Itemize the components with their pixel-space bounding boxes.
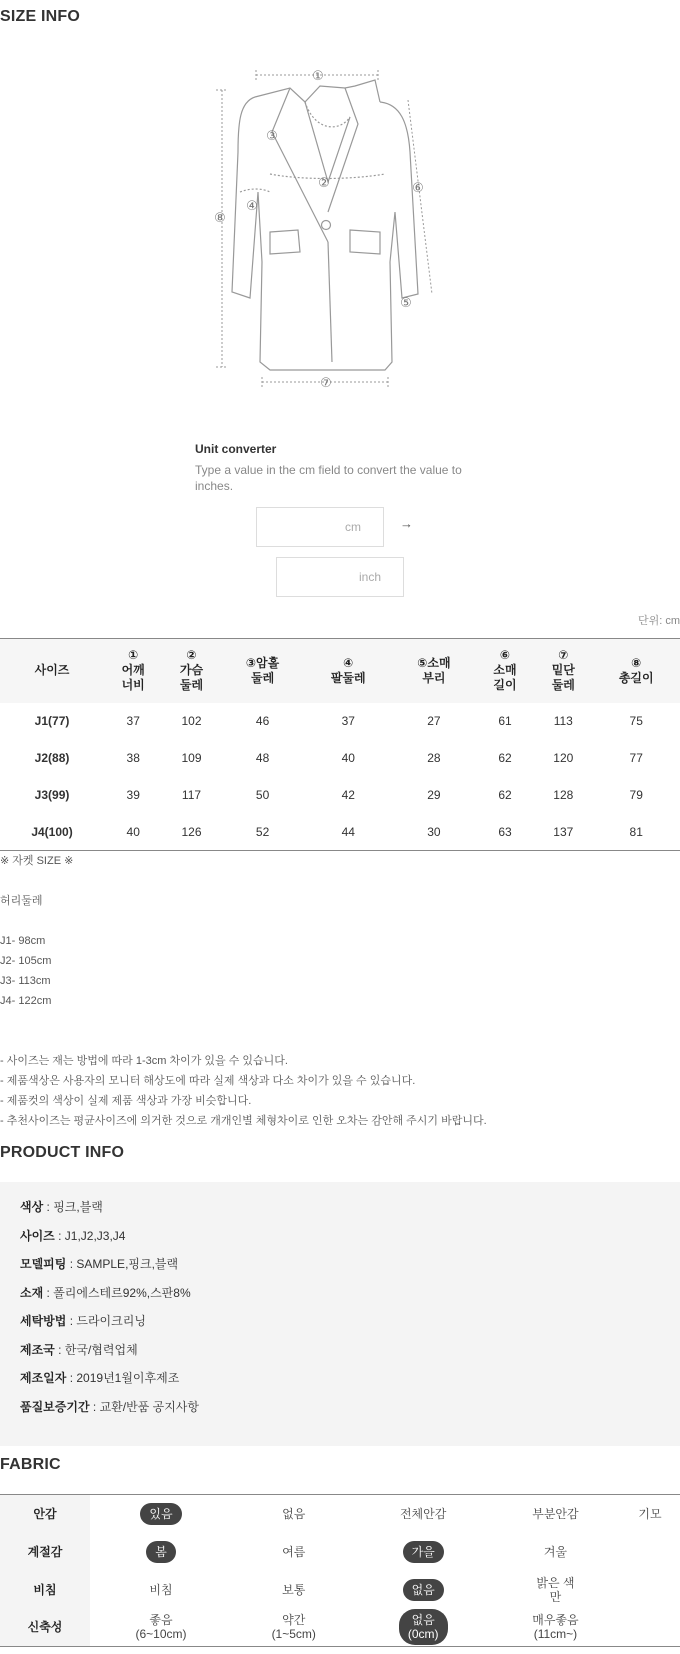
size-table-header-3	[221, 639, 305, 703]
fabric-option	[272, 1613, 316, 1641]
jacket-size-note: ※ 자켓 SIZE ※	[0, 855, 74, 867]
measurement-cell: 120	[553, 751, 574, 765]
product-info-row	[20, 1369, 179, 1386]
fabric-option	[536, 1576, 574, 1604]
product-info-row	[20, 1341, 138, 1358]
diagram-marker-3: ③	[266, 129, 278, 144]
header-text: ⑧	[631, 655, 642, 670]
fabric-option-selected	[399, 1609, 448, 1645]
fabric-row	[0, 1533, 680, 1571]
fabric-option-cell	[491, 1571, 620, 1609]
product-info-row	[20, 1312, 146, 1329]
unit-label: 단위: cm	[637, 615, 680, 627]
measurement-cell: 126	[181, 824, 202, 839]
inch-output[interactable]: inch	[276, 557, 404, 597]
cm-input[interactable]: cm	[256, 507, 384, 547]
fabric-option	[400, 1507, 446, 1521]
fabric-option-text: 여름	[282, 1544, 306, 1559]
fabric-option-cell	[232, 1533, 355, 1571]
fabric-option-cell	[232, 1495, 355, 1533]
product-info-value: : 핑크,블랙	[43, 1200, 103, 1214]
measurement-cell: 37	[341, 714, 355, 728]
measurement-cell: 39	[126, 788, 140, 802]
header-text: ③암홀	[245, 655, 280, 670]
measurement-cell: 27	[427, 714, 441, 728]
diagram-marker-8: ⑧	[214, 211, 226, 226]
fabric-option-text: 없음	[282, 1506, 306, 1521]
fabric-row-label: 비침	[0, 1571, 90, 1609]
fabric-row	[0, 1609, 680, 1647]
fabric-title: FABRIC	[0, 1456, 61, 1473]
measurement-cell: 42	[341, 788, 355, 802]
diagram-marker-5: ⑤	[400, 296, 412, 311]
size-table-header-6	[476, 639, 534, 703]
header-text: 너비	[121, 678, 145, 693]
diagram-marker-1: ①	[312, 69, 324, 84]
diagram-marker-2: ②	[318, 176, 330, 191]
diagram-marker-4: ④	[246, 199, 258, 214]
fabric-option-cell	[90, 1495, 232, 1533]
disclaimer-item: - 제품컷의 색상이 실제 제품 색상과 가장 비슷합니다.	[0, 1095, 252, 1107]
fabric-option-text: 봄	[155, 1544, 167, 1559]
product-info-title: PRODUCT INFO	[0, 1144, 125, 1161]
unit-converter-title: Unit converter	[195, 442, 277, 456]
product-info-panel	[0, 1182, 680, 1446]
fabric-option-selected	[140, 1503, 181, 1525]
fabric-option	[532, 1613, 578, 1641]
size-name-cell: J4(100)	[31, 824, 73, 839]
fabric-row-label: 안감	[0, 1495, 90, 1533]
size-name-cell: J3(99)	[34, 788, 70, 802]
fabric-row-label: 신축성	[0, 1609, 90, 1647]
measurement-cell: 79	[629, 788, 643, 802]
size-table-header-1	[104, 639, 162, 703]
waist-item: J4- 122cm	[0, 995, 52, 1007]
measurement-cell: 38	[126, 751, 140, 765]
fabric-option-selected	[146, 1541, 176, 1563]
header-text: 팔둘레	[330, 670, 366, 685]
fabric-option-text: (0cm)	[407, 1627, 439, 1642]
measurement-cell: 61	[498, 714, 512, 728]
fabric-option-cell	[232, 1609, 355, 1647]
fabric-option	[282, 1545, 305, 1559]
fabric-table	[0, 1494, 680, 1647]
size-name-cell: J1(77)	[34, 714, 70, 728]
unit-converter	[195, 442, 495, 494]
product-info-label: 색상	[20, 1200, 44, 1214]
waist-item: J2- 105cm	[0, 955, 52, 967]
measurement-cell: 137	[553, 824, 574, 839]
header-text: 소매	[493, 663, 517, 678]
measurement-cell: 30	[427, 824, 441, 839]
measurement-cell: 117	[181, 788, 202, 802]
fabric-option	[282, 1507, 305, 1521]
header-text: ⑥	[499, 648, 511, 663]
waist-title: 허리둘레	[0, 895, 43, 907]
fabric-option-text: 매우좋음	[532, 1613, 579, 1628]
fabric-option-text: 없음	[411, 1613, 435, 1628]
fabric-option-text: (1~5cm)	[271, 1627, 316, 1642]
disclaimer-item: - 추천사이즈는 평균사이즈에 의거한 것으로 개개인별 체형차이로 인한 오차는 감안해 주시기 바랍니다.	[0, 1115, 487, 1127]
disclaimer-item: - 사이즈는 재는 방법에 따라 1-3cm 차이가 있을 수 있습니다.	[0, 1055, 288, 1067]
size-name-cell: J2(88)	[34, 751, 70, 765]
header-text: 둘레	[179, 678, 204, 693]
measurement-cell: 46	[255, 714, 270, 728]
size-table-header-7	[534, 639, 592, 703]
fabric-option-cell	[620, 1609, 680, 1647]
waist-item: J3- 113cm	[0, 975, 51, 987]
product-info-row	[20, 1284, 191, 1301]
product-info-label: 소재	[20, 1285, 44, 1300]
disclaimer-item: - 제품색상은 사용자의 모니터 해상도에 따라 실제 색상과 다소 차이가 있을 수 있습니다.	[0, 1075, 416, 1087]
fabric-row	[0, 1571, 680, 1609]
fabric-row-label: 계절감	[0, 1533, 90, 1571]
product-info-value: : 교환/반품 공지사항	[89, 1399, 199, 1414]
measurement-cell: 40	[341, 751, 355, 765]
measurement-cell: 63	[498, 824, 512, 839]
fabric-option-text: 있음	[149, 1506, 173, 1521]
header-text: 사이즈	[34, 663, 70, 678]
arrow-right-icon: →	[400, 516, 413, 531]
fabric-option-cell	[355, 1609, 490, 1647]
product-info-label: 품질보증기간	[20, 1399, 90, 1414]
product-info-value: : 드라이크리닝	[66, 1314, 146, 1328]
diagram-marker-6: ⑥	[412, 181, 424, 196]
product-info-row	[20, 1227, 125, 1244]
fabric-option-cell	[491, 1609, 620, 1647]
header-text: 총길이	[618, 670, 654, 685]
product-info-label: 모델피팅	[20, 1257, 67, 1271]
fabric-option-cell	[232, 1571, 355, 1609]
measurement-cell: 113	[553, 714, 573, 728]
fabric-option-text: 없음	[411, 1582, 435, 1597]
measurement-cell: 109	[181, 751, 202, 765]
fabric-option-cell	[491, 1533, 620, 1571]
size-table-header-0	[0, 639, 104, 703]
fabric-option-text: 가을	[411, 1544, 435, 1559]
fabric-option-selected	[403, 1579, 444, 1601]
size-table-header-4	[305, 639, 392, 703]
product-info-value: : 2019년1월이후제조	[66, 1371, 180, 1385]
measurement-cell: 29	[427, 788, 441, 802]
fabric-option	[638, 1507, 661, 1521]
header-text: 어깨	[121, 663, 145, 678]
product-info-label: 제조일자	[20, 1371, 67, 1385]
fabric-option-selected	[403, 1541, 444, 1563]
measurement-cell: 52	[255, 824, 270, 839]
product-info-value: : 한국/협력업체	[54, 1342, 138, 1357]
fabric-option-cell	[90, 1571, 232, 1609]
fabric-option	[544, 1545, 567, 1559]
measurement-cell: 128	[553, 788, 574, 802]
measurement-cell: 62	[498, 751, 512, 765]
header-text: 부리	[422, 670, 446, 685]
product-info-value: : SAMPLE,핑크,블랙	[66, 1257, 179, 1271]
size-table-header-2	[162, 639, 220, 703]
fabric-option-cell	[355, 1495, 490, 1533]
measurement-cell: 102	[181, 714, 202, 728]
fabric-option-text: 보통	[282, 1582, 306, 1597]
header-text: 둘레	[250, 670, 275, 685]
waist-item: J1- 98cm	[0, 935, 46, 947]
header-text: ⑦	[558, 648, 569, 663]
table-row	[0, 740, 680, 777]
fabric-option-text: 전체안감	[399, 1506, 447, 1521]
fabric-option	[532, 1507, 578, 1521]
size-table	[0, 638, 680, 851]
waist-list	[0, 931, 51, 1011]
fabric-row	[0, 1495, 680, 1533]
header-text: ②	[186, 648, 197, 663]
header-text: 가슴	[179, 663, 204, 678]
fabric-option-cell	[90, 1609, 232, 1647]
fabric-option-cell	[620, 1495, 680, 1533]
fabric-option-text: 부분안감	[532, 1506, 579, 1521]
measurement-cell: 44	[341, 824, 355, 839]
product-info-value: : J1,J2,J3,J4	[54, 1228, 126, 1243]
fabric-option-text: 겨울	[543, 1544, 568, 1559]
size-table-header-8	[592, 639, 680, 703]
fabric-option-cell	[491, 1495, 620, 1533]
measurement-cell: 28	[427, 751, 441, 765]
table-row	[0, 777, 680, 814]
header-text: ⑤소매	[417, 655, 451, 670]
header-text: 밑단	[551, 663, 575, 678]
size-table-header-row	[0, 639, 680, 703]
fabric-option-text: 비침	[149, 1582, 173, 1597]
measurement-cell: 50	[255, 788, 270, 802]
fabric-option	[149, 1583, 172, 1597]
measurement-cell: 40	[126, 824, 140, 839]
product-info-row	[20, 1398, 199, 1415]
disclaimer-list	[0, 1051, 487, 1131]
fabric-option	[136, 1613, 187, 1641]
measurement-cell: 75	[629, 714, 643, 728]
unit-converter-description: Type a value in the cm field to convert the value to inches.	[195, 463, 462, 493]
measurement-cell: 81	[629, 824, 643, 839]
table-row	[0, 814, 680, 851]
product-info-label: 세탁방법	[20, 1314, 67, 1328]
fabric-option-cell	[620, 1571, 680, 1609]
product-info-row	[20, 1198, 103, 1215]
fabric-option	[282, 1583, 305, 1597]
measurement-cell: 48	[255, 751, 270, 765]
fabric-option-text: 밝은 색	[536, 1575, 575, 1590]
size-info-title: SIZE INFO	[0, 8, 81, 25]
fabric-option-text: 약간	[282, 1613, 306, 1628]
product-info-row	[20, 1255, 178, 1272]
product-info-label: 제조국	[20, 1342, 55, 1357]
fabric-option-cell	[355, 1533, 490, 1571]
product-info-value: : 폴리에스테르92%,스판8%	[43, 1285, 191, 1300]
fabric-option-cell	[620, 1533, 680, 1571]
fabric-option-cell	[90, 1533, 232, 1571]
coat-size-diagram	[210, 62, 470, 417]
size-table-header-5	[392, 639, 476, 703]
measurement-cell: 37	[126, 714, 140, 728]
fabric-option-text: (11cm~)	[533, 1627, 578, 1642]
product-info-label: 사이즈	[20, 1228, 55, 1243]
fabric-option-text: (6~10cm)	[135, 1627, 187, 1642]
fabric-option-text: 만	[549, 1589, 562, 1604]
header-text: ①	[128, 648, 139, 663]
header-text: 둘레	[551, 678, 575, 693]
fabric-option-cell	[355, 1571, 490, 1609]
fabric-option-text: 좋음	[149, 1613, 173, 1628]
header-text: ④	[343, 655, 354, 670]
table-row	[0, 703, 680, 740]
measurement-cell: 62	[498, 788, 512, 802]
measurement-cell: 77	[629, 751, 643, 765]
diagram-marker-7: ⑦	[320, 376, 332, 391]
fabric-option-text: 기모	[638, 1506, 662, 1521]
header-text: 길이	[493, 678, 517, 693]
